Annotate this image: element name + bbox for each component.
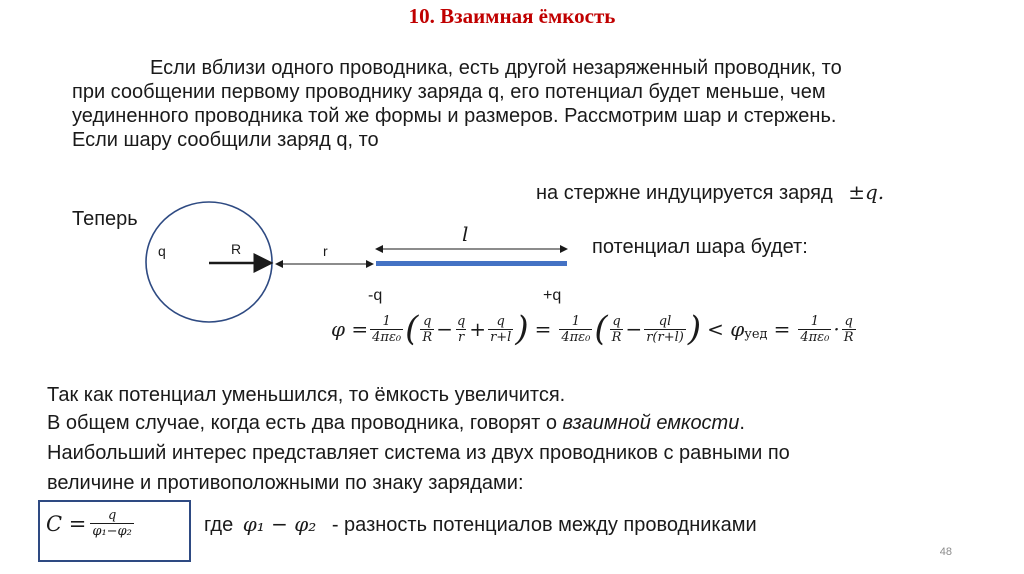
conclusion-line-4: величине и противоположными по знаку зарядами:	[47, 472, 524, 494]
page-number: 48	[939, 546, 952, 558]
potential-difference-line: где φ₁ − φ₂ - разность потенциалов между проводниками	[204, 512, 757, 536]
now-text: Теперь	[72, 208, 138, 230]
intro-line-4: Если шару сообщили заряд q, то	[72, 129, 379, 151]
conclusion-line-2: В общем случае, когда есть два проводника, говорят о взаимной емкости.	[47, 412, 745, 434]
phi-difference: φ₁ − φ₂	[242, 512, 317, 536]
rod	[376, 261, 567, 266]
induced-charge: ±q.	[848, 180, 885, 204]
capacitance-formula-box	[38, 500, 191, 562]
rod-right-charge: +q	[543, 287, 562, 304]
rod-left-charge: -q	[368, 287, 383, 304]
induced-text: на стержне индуцируется заряд	[536, 182, 833, 204]
mutual-capacitance-term: взаимной емкости	[562, 412, 740, 434]
sphere-charge-label: q	[158, 243, 166, 259]
intro-line-3: уединенного проводника той же формы и размеров. Рассмотрим шар и стержень.	[72, 105, 837, 127]
intro-line-1: Если вблизи одного проводника, есть другой незаряженный проводник, то	[150, 57, 842, 79]
potential-formula: φ = $\frac{1}{\text{4πε₀}}$ ( $\frac{q}{R}$ − $\frac{q}{r}$ + $\frac{q}{r+l}$ ) = $\frac{1}{\text{4πε₀}}$ ( $\frac{q}{R}$ − $\frac{ql}{r(r+l)}$ ) < φ уед = $\frac{1}{\text{4πε₀}}$ · $\frac{q}{R}$	[331, 309, 854, 349]
formula-phi: φ =	[331, 317, 369, 341]
conclusion-line-3: Наибольший интерес представляет система из двух проводников с равными по	[47, 442, 790, 464]
rod-length-label: l	[462, 222, 469, 246]
slide-title: 10. Взаимная ёмкость	[408, 4, 616, 28]
distance-label: r	[323, 243, 328, 259]
conclusion-line-1: Так как потенциал уменьшился, то ёмкость увеличится.	[47, 384, 566, 406]
intro-line-2: при сообщении первому проводнику заряда q, его потенциал будет меньше, чем	[72, 81, 826, 103]
radius-label: R	[231, 241, 242, 257]
potential-text: потенциал шара будет:	[592, 236, 808, 258]
formula-frac-1: $\frac{1}{\text{4πε₀}}$	[372, 313, 402, 345]
capacitance-formula: C = $\frac{q}{\text{φ₁−φ₂}}$	[46, 508, 132, 539]
